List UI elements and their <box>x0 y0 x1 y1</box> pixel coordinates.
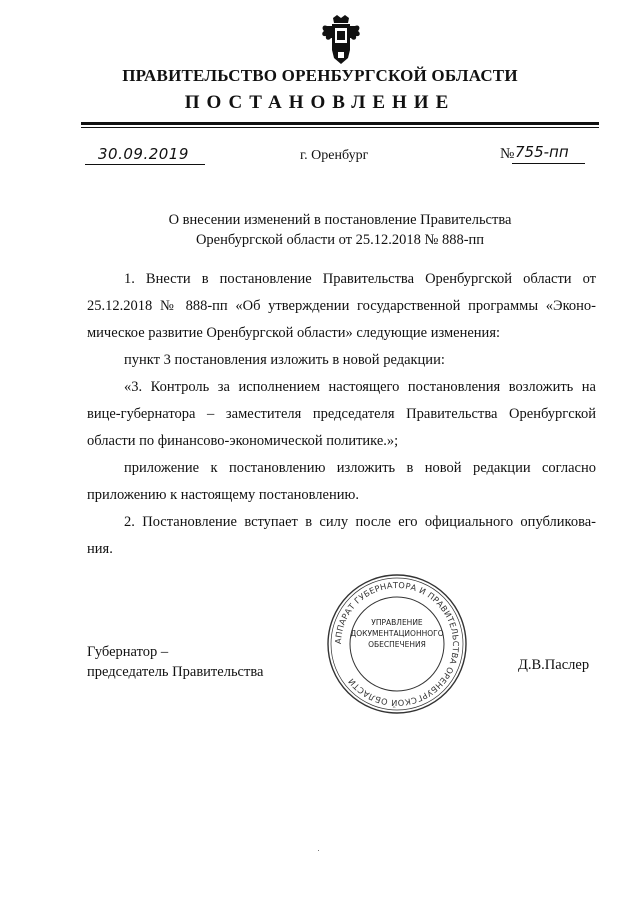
body-line: 25.12.2018 № 888-пп «Об утверждении государственной программы «Эконо- <box>87 298 596 314</box>
government-title: ПРАВИТЕЛЬСТВО ОРЕНБУРГСКОЙ ОБЛАСТИ <box>122 66 518 85</box>
body-line: мическое развитие Оренбургской области» следующие изменения: <box>87 325 501 341</box>
body-line: ния. <box>87 541 113 557</box>
body-line: пункт 3 постановления изложить в новой редакции: <box>124 352 445 368</box>
stamp-inner-text <box>349 617 445 650</box>
signatory-position <box>87 642 263 682</box>
number-label: № <box>500 146 515 162</box>
subject-line: О внесении изменений в постановление Правительства <box>168 212 512 228</box>
number-underline <box>512 163 585 164</box>
coat-of-arms-icon <box>319 14 363 66</box>
body-line: «3. Контроль за исполнением настоящего постановления возложить на <box>124 379 596 395</box>
header-rule-thin <box>81 127 599 128</box>
document-number: 755-пп <box>515 143 569 161</box>
subject-line: Оренбургской области от 25.12.2018 № 888-пп <box>195 232 485 248</box>
date-underline <box>85 164 205 165</box>
signatory-name: Д.В.Паслер <box>518 657 590 673</box>
body-line: области по финансово-экономической политике.»; <box>87 433 399 449</box>
body-line: 2. Постановление вступает в силу после его официального опубликова- <box>124 514 596 530</box>
header-rule-thick <box>81 122 599 125</box>
stamp-line: УПРАВЛЕНИЕ <box>371 618 423 627</box>
document-body <box>87 266 596 563</box>
scan-speck <box>318 850 319 851</box>
stamp-line: ДОКУМЕНТАЦИОННОГО <box>350 629 444 638</box>
document-subject <box>80 210 600 250</box>
body-line: 1. Внести в постановление Правительства Оренбургской области от <box>124 271 596 287</box>
document-city: г. Оренбург <box>300 148 369 163</box>
stamp-ring-text: АППАРАТ ГУБЕРНАТОРА И ПРАВИТЕЛЬСТВА ОРЕНБУРГСКОЙ ОБЛАСТИ <box>332 579 462 709</box>
position-line: Губернатор – <box>87 644 169 660</box>
body-line: приложению к настоящему постановлению. <box>87 487 359 503</box>
body-line: приложение к постановлению изложить в новой редакции согласно <box>124 460 596 476</box>
document-type-title: ПОСТАНОВЛЕНИЕ <box>184 92 456 113</box>
document-date: 30.09.2019 <box>98 145 189 163</box>
position-line: председатель Правительства <box>87 664 264 680</box>
body-line: вице-губернатора – заместителя председателя Правительства Оренбургской <box>87 406 596 422</box>
stamp-line: ОБЕСПЕЧЕНИЯ <box>368 640 426 649</box>
